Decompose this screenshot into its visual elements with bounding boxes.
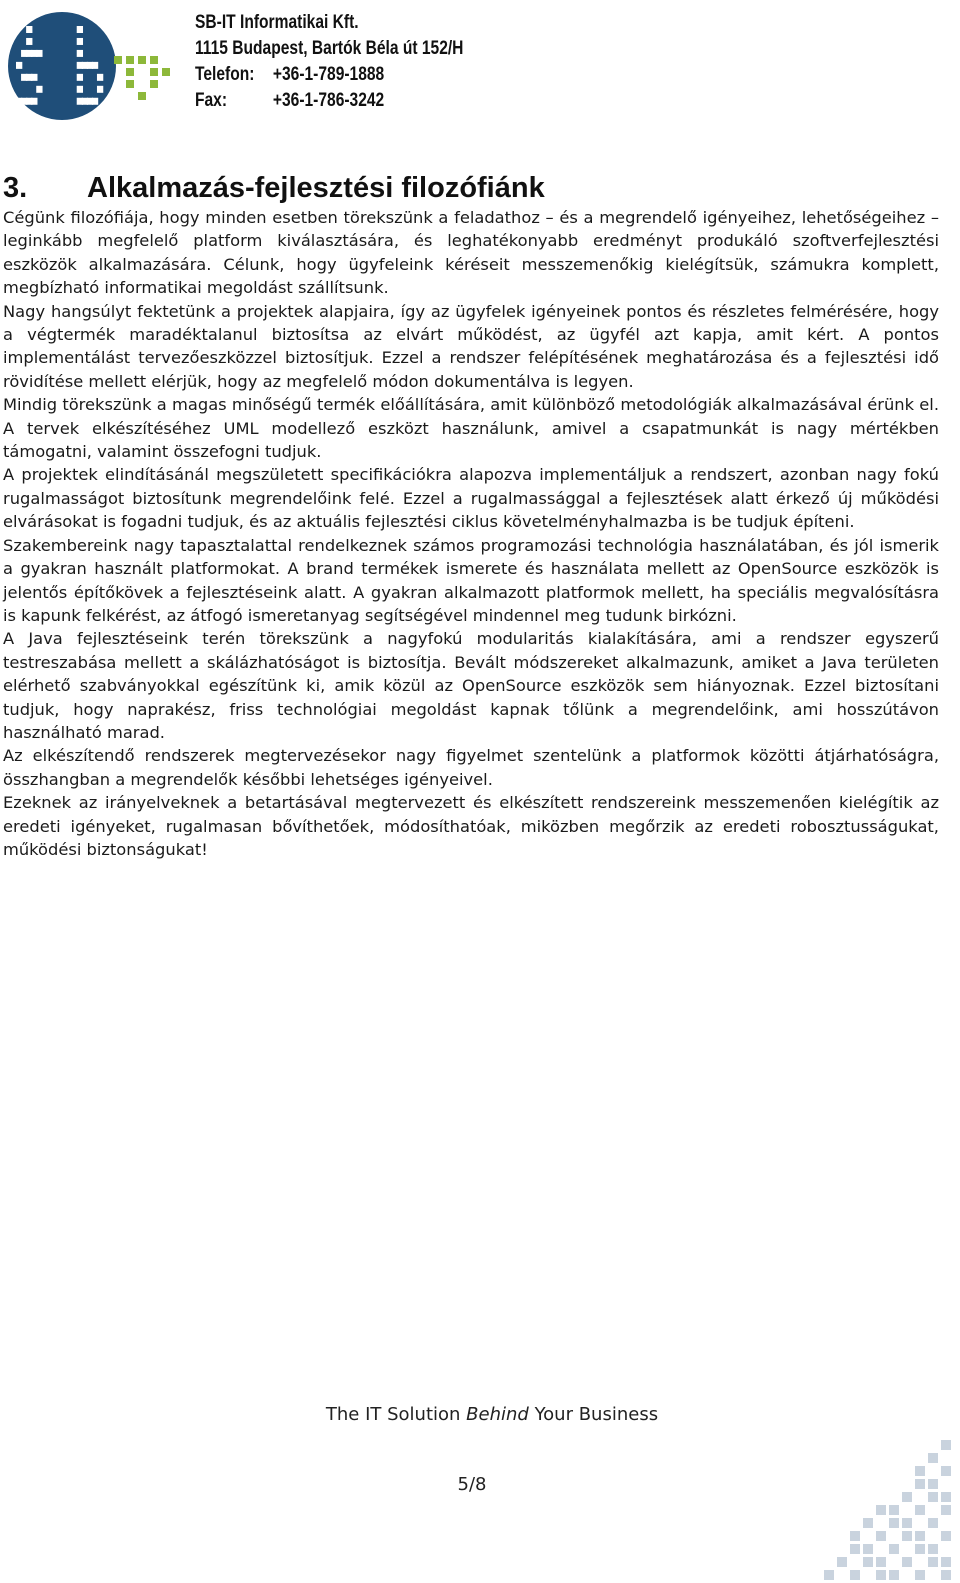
paragraph: Ezeknek az irányelveknek a betartásával megtervezett és elkészített rendszereink messzemenően kielégítik az eredeti igényeket, rugalmasan bővíthetőek, módosíthatóak, miközben megőrzik az eredeti robosztusságukat, működési biztonságukat! [3,793,939,859]
paragraph: Nagy hangsúlyt fektetünk a projektek alapjaira, így az ügyfelek igényeinek pontos és részletes felmérésére, hogy a végtermék maradéktalanul biztosítsa az elvárt működést, az ügyfél azt kapja, amit kért. A pontos implementálást tervezőeszközzel biztosítjuk. Ezzel a rendszer felépítésének meghatározása és a fejlesztési idő rövidítése mellett elérjük, hogy az megfelelő módon dokumentálva is legyen. [3,301,939,391]
tagline-emphasis: Behind [466,1404,529,1425]
company-phone [195,62,463,88]
phone-number: +36-1-789-1888 [272,64,385,85]
paragraph: Az elkészítendő rendszerek megtervezésekor nagy figyelmet szentelünk a platformok közötti átjárhatóságra, összhangban a megrendelők későbbi lehetséges igényeivel. [3,746,939,789]
decorative-squares-icon [820,1423,960,1583]
paragraph: A projektek elindításánál megszületett specifikációkra alapozva implementáljuk a rendszert, azonban nagy fokú rugalmasságot biztosítunk megrendelőink felé. Ezzel a rugalmassággal a fejlesztések alatt érkező új működési elvárásokat is fogadni tudjuk, és az aktuális fejlesztési ciklus követelményhalmazba is be tudjuk építeni. [3,465,939,532]
page-header [0,0,960,130]
page-number: 5/8 [457,1474,487,1495]
footer-tagline [0,1404,960,1425]
company-address: 1115 Budapest, Bartók Béla út 152/H [195,38,464,59]
paragraph: Mindig törekszünk a magas minőségű termék előállítására, amit különböző metodológiák alkalmazásával érünk el. A tervek elkészítéséhez UML modellező eszközt használunk, amivel a csapatmunkát is nagy mértékben támogatni, valamint összefogni tudjuk. [3,395,939,462]
company-info [195,10,463,114]
company-fax [195,88,463,114]
section-number: 3. [3,172,28,204]
section-heading [3,168,545,208]
company-name: SB-IT Informatikai Kft. [195,12,359,33]
paragraph: A Java fejlesztéseink terén törekszünk a nagyfokú modularitás kialakítására, ami a rendszer egyszerű testreszabása mellett a skálázhatóságot is biztosítja. Bevált módszereket alkalmazunk, amiket a Java területen elérhető szabványokkal egészítünk ki, amik közül az OpenSource eszközök sem hiányoznak. Ezzel biztosítani tudjuk, hogy naprakész, friss technológiai megoldást kapnak tőlünk a megrendelőink, ami hosszútávon használható marad. [3,629,939,742]
tagline-start: The IT Solution [325,1404,467,1425]
fax-number: +36-1-786-3242 [272,90,385,111]
paragraph: Cégünk filozófiája, hogy minden esetben törekszünk a feladathoz – és a megrendelő igényeihez, lehetőségeihez – leginkább megfelelő platform kiválasztására, és leghatékonyabb eredményt produkáló szoftverfejlesztési eszközök alkalmazására. Célunk, hogy ügyfeleink kéréseit messzemenőkig kielégítsük, számukra komplett, megbízható informatikai megoldást szállítsunk. [3,208,939,298]
section-title: Alkalmazás-fejlesztési filozófiánk [87,172,545,204]
fax-label: Fax: [195,90,228,111]
sb-it-logo-icon [4,4,184,122]
paragraph: Szakembereink nagy tapasztalattal rendelkeznek számos programozási technológia használatában, és jól ismerik a gyakran használt platformokat. A brand termékek ismerete és használata mellett az OpenSource eszközök is jelentős építőkövek a fejlesztéseink alatt. A gyakran alkalmazott platformok mellett, ha speciális megvalósításra is kapunk felkérést, az átfogó ismeretanyag segítségével mindennel meg tudunk birkózni. [3,535,939,625]
tagline-end: Your Business [528,1404,659,1425]
body-text [3,206,939,861]
phone-label: Telefon: [195,64,255,85]
